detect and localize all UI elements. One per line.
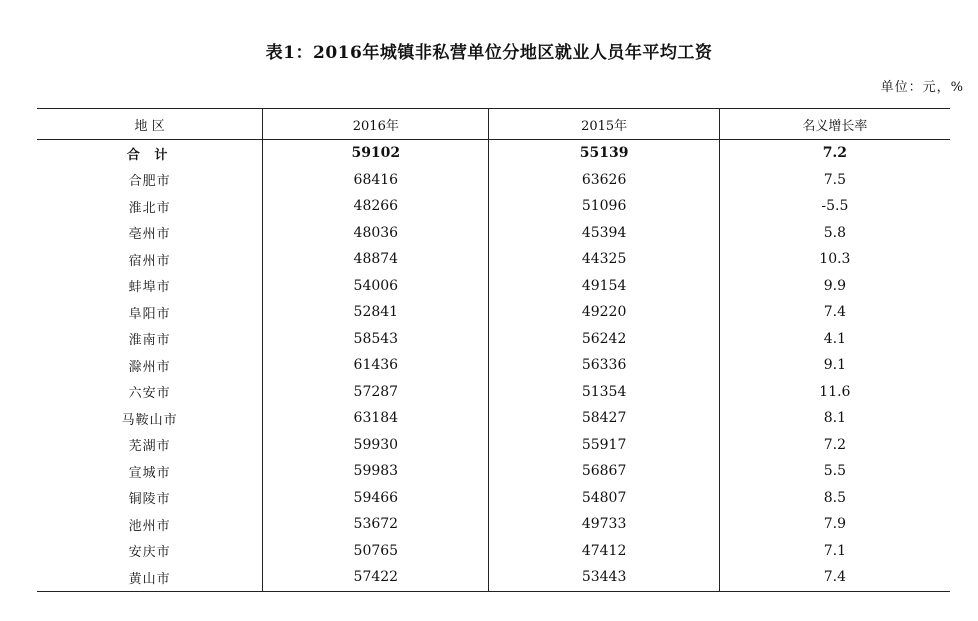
cell-2016: 59102 <box>263 140 489 167</box>
cell-2015: 54807 <box>489 485 719 512</box>
table-title: 表1：2016年城镇非私营单位分地区就业人员年平均工资 <box>265 43 713 63</box>
cell-2016: 59466 <box>263 485 489 512</box>
cell-2015: 58427 <box>489 405 719 432</box>
cell-2016: 68416 <box>263 167 489 194</box>
cell-region: 亳州市 <box>128 227 171 243</box>
cell-2015: 47412 <box>489 538 719 565</box>
table-row <box>37 273 950 300</box>
cell-growth: 7.4 <box>719 564 950 591</box>
cell-growth: 8.5 <box>719 485 950 512</box>
table-row <box>37 326 950 353</box>
cell-2015: 51354 <box>489 379 719 406</box>
cell-region: 合肥市 <box>128 174 171 190</box>
cell-2016: 63184 <box>263 405 489 432</box>
header-region: 地 区 <box>37 109 263 140</box>
header-growth: 名义增长率 <box>719 109 950 140</box>
wage-table <box>37 108 950 592</box>
cell-2016: 61436 <box>263 352 489 379</box>
total-row <box>37 140 950 167</box>
cell-growth: 7.2 <box>719 140 950 167</box>
cell-growth: 8.1 <box>719 405 950 432</box>
cell-2015: 55917 <box>489 432 719 459</box>
cell-region: 宿州市 <box>128 253 171 269</box>
cell-2015: 49220 <box>489 299 719 326</box>
cell-2016: 59930 <box>263 432 489 459</box>
cell-growth: 4.1 <box>719 326 950 353</box>
table-body <box>37 140 950 592</box>
cell-2016: 50765 <box>263 538 489 565</box>
table-row <box>37 405 950 432</box>
cell-2016: 59983 <box>263 458 489 485</box>
cell-growth: -5.5 <box>719 193 950 220</box>
cell-2016: 52841 <box>263 299 489 326</box>
cell-2015: 56242 <box>489 326 719 353</box>
cell-growth: 11.6 <box>719 379 950 406</box>
cell-2016: 58543 <box>263 326 489 353</box>
cell-2015: 63626 <box>489 167 719 194</box>
cell-2016: 57287 <box>263 379 489 406</box>
cell-2015: 49154 <box>489 273 719 300</box>
cell-2016: 57422 <box>263 564 489 591</box>
cell-growth: 7.9 <box>719 511 950 538</box>
table-row <box>37 352 950 379</box>
cell-region: 滁州市 <box>128 359 171 375</box>
table-row <box>37 538 950 565</box>
table-row <box>37 246 950 273</box>
cell-growth: 5.8 <box>719 220 950 247</box>
header-2015: 2015年 <box>489 109 719 140</box>
cell-region: 铜陵市 <box>128 492 171 508</box>
cell-region: 淮北市 <box>128 200 171 216</box>
cell-2015: 51096 <box>489 193 719 220</box>
table-row <box>37 220 950 247</box>
cell-2016: 54006 <box>263 273 489 300</box>
table-row <box>37 379 950 406</box>
header-row <box>37 109 950 140</box>
cell-2015: 45394 <box>489 220 719 247</box>
cell-region: 阜阳市 <box>128 306 171 322</box>
table-row <box>37 167 950 194</box>
cell-2015: 56867 <box>489 458 719 485</box>
cell-region: 蚌埠市 <box>128 280 171 296</box>
table-row <box>37 564 950 591</box>
cell-growth: 9.1 <box>719 352 950 379</box>
cell-growth: 7.4 <box>719 299 950 326</box>
cell-growth: 7.5 <box>719 167 950 194</box>
table-row <box>37 485 950 512</box>
cell-region: 马鞍山市 <box>121 412 178 428</box>
table-row <box>37 511 950 538</box>
unit-label: 单位：元，% <box>880 80 964 95</box>
cell-2016: 53672 <box>263 511 489 538</box>
table-row <box>37 299 950 326</box>
cell-growth: 7.2 <box>719 432 950 459</box>
header-2016: 2016年 <box>263 109 489 140</box>
cell-2015: 55139 <box>489 140 719 167</box>
cell-2015: 49733 <box>489 511 719 538</box>
cell-region: 六安市 <box>128 386 171 402</box>
cell-2015: 53443 <box>489 564 719 591</box>
table-row <box>37 458 950 485</box>
cell-region: 淮南市 <box>128 333 171 349</box>
cell-2016: 48266 <box>263 193 489 220</box>
cell-growth: 7.1 <box>719 538 950 565</box>
table-row <box>37 432 950 459</box>
cell-growth: 9.9 <box>719 273 950 300</box>
cell-2016: 48874 <box>263 246 489 273</box>
cell-2015: 44325 <box>489 246 719 273</box>
cell-growth: 10.3 <box>719 246 950 273</box>
cell-2016: 48036 <box>263 220 489 247</box>
table-row <box>37 193 950 220</box>
cell-region: 池州市 <box>128 518 171 534</box>
cell-2015: 56336 <box>489 352 719 379</box>
cell-region: 合 计 <box>126 147 173 163</box>
cell-region: 安庆市 <box>128 545 171 561</box>
cell-region: 黄山市 <box>37 564 263 591</box>
cell-growth: 5.5 <box>719 458 950 485</box>
cell-region: 芜湖市 <box>128 439 171 455</box>
cell-region: 宣城市 <box>128 465 171 481</box>
